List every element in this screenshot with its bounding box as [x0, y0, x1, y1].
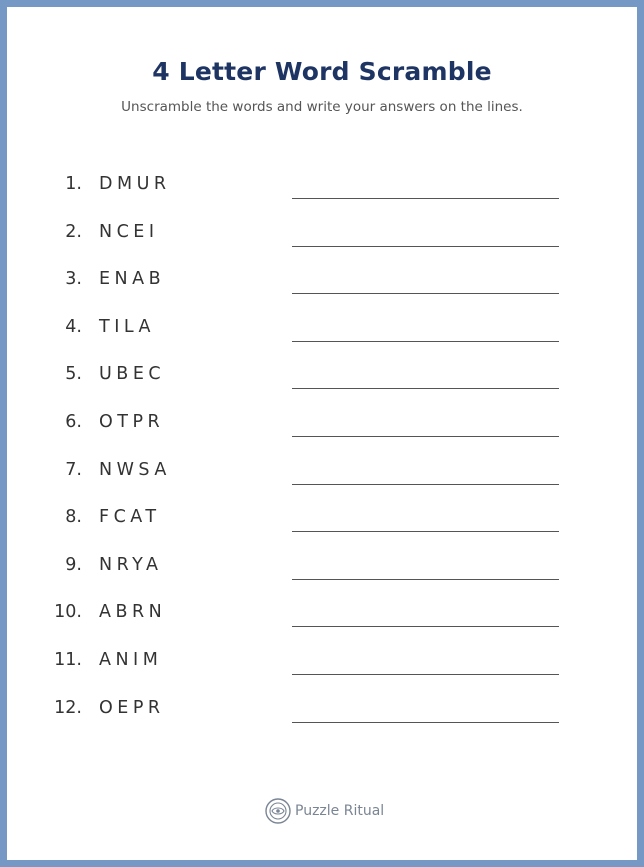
puzzle-row — [7, 455, 637, 485]
page-subtitle: Unscramble the words and write your answers on the lines. — [121, 99, 523, 115]
answer-line[interactable] — [292, 198, 559, 199]
puzzle-number: 2. — [65, 221, 82, 242]
puzzle-number: 11. — [54, 650, 82, 670]
scrambled-word: FCAT — [99, 507, 161, 528]
puzzle-number: 8. — [65, 507, 82, 528]
scrambled-word: NRYA — [99, 554, 163, 575]
answer-line[interactable] — [292, 722, 559, 723]
answer-line[interactable] — [292, 579, 559, 580]
puzzle-row — [7, 693, 637, 723]
answer-line[interactable] — [292, 388, 559, 389]
puzzle-row — [7, 169, 637, 199]
brand-logo — [264, 798, 384, 824]
worksheet-page — [7, 7, 637, 860]
puzzle-row — [7, 359, 637, 389]
puzzle-number: 6. — [65, 412, 82, 432]
puzzle-number: 7. — [65, 459, 82, 480]
puzzle-row — [7, 407, 637, 437]
puzzle-row — [7, 550, 637, 580]
puzzle-row — [7, 217, 637, 247]
answer-line[interactable] — [292, 436, 559, 437]
puzzle-number: 1. — [65, 174, 82, 194]
answer-line[interactable] — [292, 626, 559, 627]
answer-line[interactable] — [292, 341, 559, 342]
puzzle-number: 10. — [54, 602, 82, 623]
puzzle-number: 5. — [65, 364, 82, 385]
puzzle-row — [7, 597, 637, 627]
puzzle-row — [7, 502, 637, 532]
scrambled-word: OEPR — [99, 697, 165, 718]
puzzle-number: 4. — [65, 316, 82, 337]
answer-line[interactable] — [292, 484, 559, 485]
scrambled-word: TILA — [99, 316, 155, 337]
puzzle-row — [7, 645, 637, 675]
scrambled-word: UBEC — [99, 364, 166, 385]
answer-line[interactable] — [292, 531, 559, 532]
answer-line[interactable] — [292, 293, 559, 294]
puzzle-ritual-logo-icon — [264, 797, 292, 825]
puzzle-number: 3. — [65, 269, 82, 290]
scrambled-word: ENAB — [99, 269, 166, 290]
page-title: 4 Letter Word Scramble — [152, 57, 492, 86]
scrambled-word: ABRN — [99, 602, 167, 623]
scrambled-word: OTPR — [99, 412, 165, 432]
puzzle-row — [7, 264, 637, 294]
scrambled-word: NWSA — [99, 459, 171, 480]
brand-name: Puzzle Ritual — [295, 803, 385, 819]
puzzle-number: 12. — [54, 697, 82, 718]
scrambled-word: DMUR — [99, 174, 171, 194]
scrambled-word: NCEI — [99, 221, 159, 242]
scrambled-word: ANIM — [99, 650, 163, 670]
answer-line[interactable] — [292, 246, 559, 247]
puzzle-row — [7, 312, 637, 342]
puzzle-number: 9. — [65, 554, 82, 575]
answer-line[interactable] — [292, 674, 559, 675]
